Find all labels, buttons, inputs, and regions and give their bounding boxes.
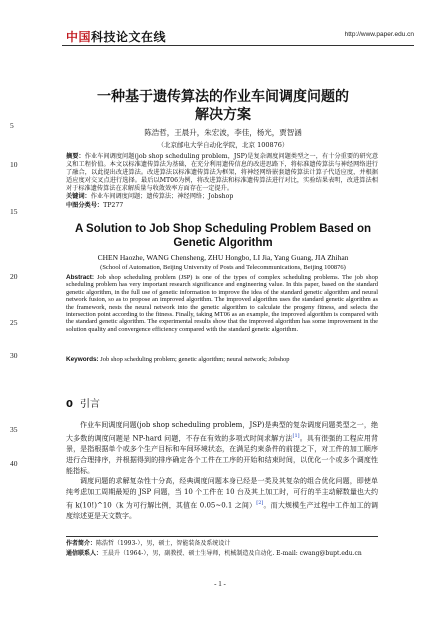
english-title <box>62 222 384 250</box>
footnote-author-text: 陈浩哲（1993-），男，硕士，智能装备及系统设计 <box>96 540 231 547</box>
section-number: 0 <box>66 399 73 410</box>
chinese-keywords <box>66 193 378 201</box>
chinese-title <box>62 88 384 124</box>
chinese-keywords-text: 作业车间调度问题；遗传算法；神经网络；Jobshop <box>90 193 234 201</box>
line-number: 20 <box>10 272 18 281</box>
footnote-contact-label: 通信联系人： <box>66 550 103 557</box>
chinese-abstract <box>66 153 378 193</box>
english-title-line1: A Solution to Job Shop Scheduling Problem Based on <box>74 223 372 235</box>
footnote-contact <box>66 549 378 558</box>
line-number: 25 <box>10 318 18 327</box>
chinese-authors: 陈浩哲，王晨升，朱宏波，李佳，杨光，贾智涵 <box>144 128 302 137</box>
footnote-author <box>66 539 378 548</box>
paragraph1-text-a: 作业车间调度问题(job shop scheduling problem，JSP)是典型的复杂调度问题类型之一，绝大多数的调度问题是 NP-hard 问题，不存在有效的多项式时间求解方法 <box>66 421 378 443</box>
english-keywords <box>66 356 378 363</box>
site-logo[interactable] <box>66 28 166 45</box>
section-title: 引言 <box>79 399 100 410</box>
english-abstract-label: Abstract: <box>66 274 95 281</box>
chinese-keywords-label: 关键词： <box>66 193 91 201</box>
paragraph1-text-b: 。具有很强的工程应用背景，是指根据单个或多个生产目标和车间环境状态，在满足约束条件的前提之下，对工件的加工顺序进行合理排序，并根据得到的排序确定各个工件在工序的开始和结束时间，以优化一个或多个调度性能指标。 <box>66 434 379 476</box>
english-authors: CHEN Haozhe, WANG Chensheng, ZHU Hongbo, LI Jia, Yang Guang, JIA Zhihan <box>97 253 349 262</box>
chinese-abstract-text: 作业车间调度问题(job shop scheduling problem，JSP)是复杂调度问题类型之一，有十分重要的研究意义和工程价值。本文以标准遗传算法为基础，在充分利用遗传信息的改进思路下，将标准遗传算法与神经网络进行了融合，以此提出改进算法。改进算法以标准遗传算法为框架，将神经网络嵌套遗传算法计算子代适应度，并根据适应度对交叉点进行选择。最后以MT06为例，将改进算法和标准遗传算法进行对比，实验结果表明，改进算法相对于标准遗传算法在求解质量与收敛效率方面存在一定提升。 <box>66 153 379 193</box>
section-heading <box>66 395 100 410</box>
paragraph2-text-a: 调度问题的求解复杂性十分高，经典调度问题本身已经是一类及其复杂的组合优化问题，即使单纯考虑加工周期最短的 JSP 问题，当 10 个工件在 10 台及其上加工时，可行的半主动解数量也大约有 k(10!)^10（k 为可行解比例，其值在 0.05~0.1 之间） <box>66 477 378 510</box>
footnote-rule <box>66 536 378 537</box>
intro-paragraph-1 <box>66 420 378 477</box>
footnote-contact-text: 王晨升（1964-），男，副教授、硕士生导师，机械制造及自动化. E-mail: cwang@bupt.edu.cn <box>102 550 362 557</box>
citation-link-1[interactable]: [1] <box>292 433 300 439</box>
english-title-line2: Genetic Algorithm <box>173 237 273 249</box>
site-url[interactable]: http://www.paper.edu.cn <box>344 31 414 38</box>
chinese-abstract-block <box>66 153 378 210</box>
chinese-clc-label: 中图分类号： <box>66 201 104 209</box>
logo-black-text: 科技论文在线 <box>91 30 167 44</box>
paragraph2-text-b: 。而大规模生产过程中工件加工的调度综述更是天文数字。 <box>66 501 379 521</box>
logo-red-text: 中国 <box>66 30 92 44</box>
header-rule <box>62 45 414 46</box>
line-number: 40 <box>10 459 18 468</box>
english-keywords-label: Keywords: <box>66 356 99 363</box>
chinese-clc <box>66 202 378 210</box>
chinese-affiliation: （北京邮电大学自动化学院，北京 100876） <box>157 141 289 149</box>
chinese-title-line2: 解决方案 <box>195 107 251 123</box>
intro-paragraph-2 <box>66 476 378 522</box>
english-affiliation: (School of Automation, Beijing University of Posts and Telecommunications, Beijing 100876) <box>100 264 346 271</box>
line-number: 5 <box>10 121 14 130</box>
chinese-clc-text: TP277 <box>103 201 124 209</box>
page-number: - 1 - <box>214 580 226 588</box>
page-header <box>26 28 414 44</box>
english-abstract <box>66 274 378 333</box>
citation-link-2[interactable]: [2] <box>256 500 264 506</box>
chinese-abstract-label: 摘要： <box>66 153 85 160</box>
chinese-title-line1: 一种基于遗传算法的作业车间调度问题的 <box>97 89 349 105</box>
line-number: 35 <box>10 425 18 434</box>
footnote-author-label: 作者简介： <box>66 540 97 547</box>
english-keywords-text: Job shop scheduling problem; genetic algorithm; neural network; Jobshop <box>100 356 290 363</box>
line-number: 10 <box>10 160 18 169</box>
line-number-gutter <box>0 0 40 620</box>
line-number: 30 <box>10 351 18 360</box>
english-abstract-text: Job shop scheduling problem (JSP) is one of the types of complex scheduling problems. The job shop scheduling problem has very important research significance and engineering value. In this paper, based on the standard genetic algorithm, in the full use of genetic information to improve the idea of the standard genetic algorithm and neural network fusion, so as to propose an improved algorithm. The improved algorithm uses the standard genetic algorithm as the framework, nests the neural network into the genetic algorithm to calculate the progeny fitness, and selects the intersection point according to the fitness. Finally, taking MT06 as an example, the improved algorithm is compared with the standard genetic algorithm. The experimental results show that the improved algorithm has some improvement in the solution quality and convergence efficiency compared with the standard genetic algorithm. <box>66 274 378 333</box>
line-number: 15 <box>10 207 18 216</box>
